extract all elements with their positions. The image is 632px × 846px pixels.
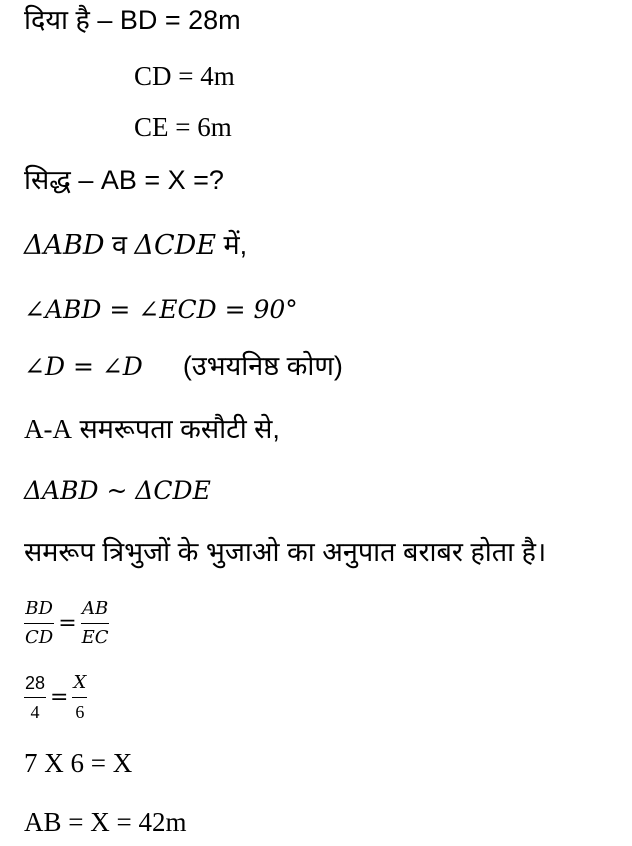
common-angle-line bbox=[24, 353, 343, 380]
denominator-6: 6 bbox=[75, 701, 85, 722]
numerator-28: 28 bbox=[24, 672, 46, 698]
criterion-text: समरूपता कसौटी से, bbox=[72, 414, 280, 444]
denominator-4: 4 bbox=[30, 701, 40, 722]
fraction-x-6 bbox=[72, 672, 87, 723]
given-cd: CD = 4m bbox=[134, 61, 235, 91]
triangles-line bbox=[24, 232, 247, 259]
fraction-bd-cd bbox=[24, 598, 54, 649]
criterion-line bbox=[24, 416, 280, 443]
triangle-cde: ΔCDE bbox=[134, 230, 217, 261]
connector-text: व bbox=[104, 230, 135, 260]
denominator-cd: CD bbox=[25, 626, 54, 648]
common-angle-note: (उभयनिष्ठ कोण) bbox=[182, 351, 343, 381]
common-angle-expr: ∠D = ∠D bbox=[24, 352, 143, 381]
fraction-28-4 bbox=[24, 672, 46, 723]
in-text: में, bbox=[216, 230, 248, 260]
prove-statement: सिद्ध – AB = X =? bbox=[24, 165, 224, 195]
final-answer: AB = X = 42m bbox=[24, 807, 187, 837]
numerator-bd: BD bbox=[24, 598, 54, 624]
equals-sign: = bbox=[50, 684, 69, 710]
calculation-step: 7 X 6 = X bbox=[24, 748, 133, 778]
given-ce: CE = 6m bbox=[134, 112, 232, 142]
ratio-equation-2 bbox=[24, 672, 87, 723]
fraction-ab-ec bbox=[81, 598, 110, 649]
similarity-statement: ΔABD ~ ΔCDE bbox=[24, 476, 211, 505]
ratio-equation-1 bbox=[24, 598, 110, 649]
triangle-abd: ΔABD bbox=[24, 230, 105, 261]
aa-label: A-A bbox=[24, 414, 72, 444]
numerator-ab: AB bbox=[81, 598, 109, 624]
numerator-x: X bbox=[72, 672, 87, 698]
right-angle-equation: ∠ABD = ∠ECD = 90° bbox=[24, 295, 298, 324]
rule-statement: समरूप त्रिभुजों के भुजाओ का अनुपात बराबर होता है। bbox=[24, 537, 547, 567]
given-label: दिया है – BD = 28m bbox=[24, 5, 241, 35]
equals-sign: = bbox=[58, 610, 77, 636]
denominator-ec: EC bbox=[81, 626, 109, 648]
